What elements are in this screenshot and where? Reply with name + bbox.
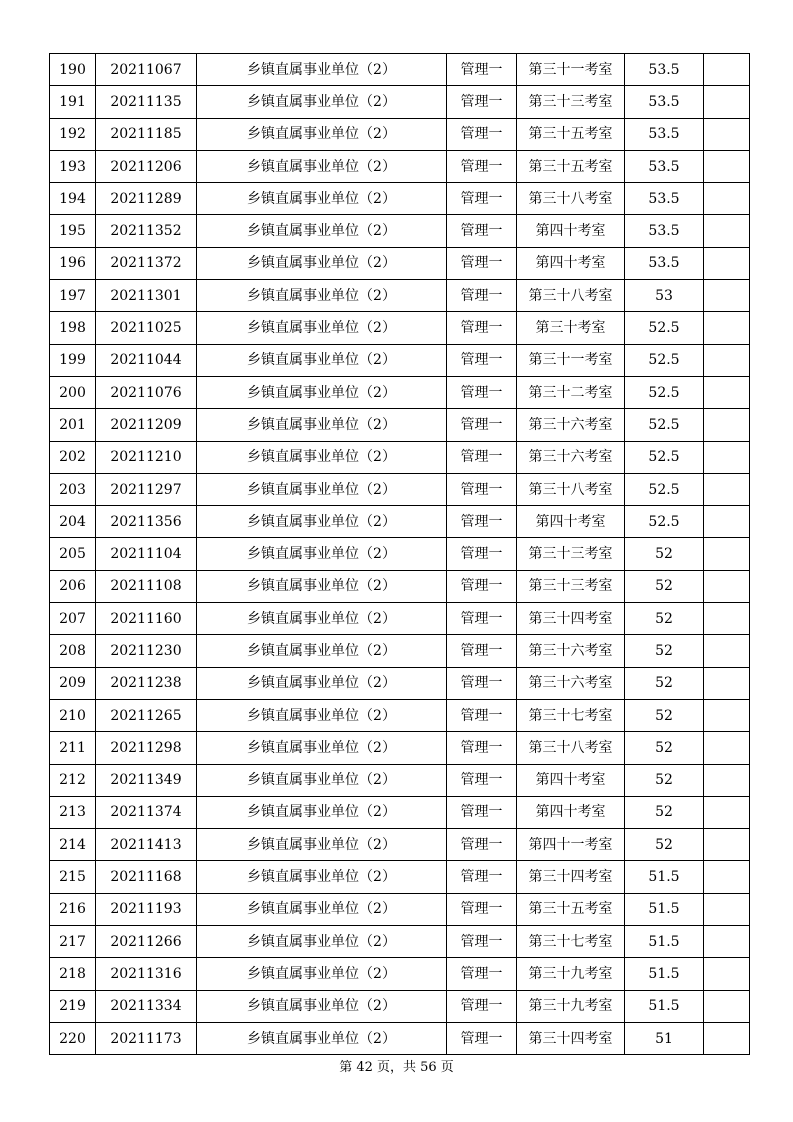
remark-cell: [704, 796, 750, 828]
table-row: [50, 635, 750, 667]
exam-id-cell: 20211301: [96, 280, 197, 312]
table-row: [50, 280, 750, 312]
table-row: [50, 441, 750, 473]
table-row: [50, 473, 750, 505]
serial-cell: 216: [50, 893, 96, 925]
exam-id-cell: 20211044: [96, 344, 197, 376]
score-cell: 53.5: [625, 86, 704, 118]
table-row: [50, 506, 750, 538]
table-row: [50, 732, 750, 764]
score-table: [49, 53, 750, 1055]
unit-cell: 乡镇直属事业单位（2）: [197, 86, 447, 118]
table-row: [50, 926, 750, 958]
score-cell: 53: [625, 280, 704, 312]
unit-cell: 乡镇直属事业单位（2）: [197, 990, 447, 1022]
remark-cell: [704, 538, 750, 570]
position-cell: 管理一: [447, 54, 517, 86]
table-row: [50, 376, 750, 408]
score-cell: 53.5: [625, 118, 704, 150]
unit-cell: 乡镇直属事业单位（2）: [197, 344, 447, 376]
unit-cell: 乡镇直属事业单位（2）: [197, 312, 447, 344]
unit-cell: 乡镇直属事业单位（2）: [197, 861, 447, 893]
remark-cell: [704, 376, 750, 408]
serial-cell: 209: [50, 667, 96, 699]
exam-room-cell: 第三十九考室: [517, 990, 625, 1022]
remark-cell: [704, 861, 750, 893]
exam-room-cell: 第三十五考室: [517, 118, 625, 150]
table-row: [50, 699, 750, 731]
table-row: [50, 990, 750, 1022]
remark-cell: [704, 1022, 750, 1054]
remark-cell: [704, 473, 750, 505]
unit-cell: 乡镇直属事业单位（2）: [197, 796, 447, 828]
serial-cell: 202: [50, 441, 96, 473]
exam-room-cell: 第三十二考室: [517, 376, 625, 408]
table-row: [50, 538, 750, 570]
serial-cell: 217: [50, 926, 96, 958]
score-cell: 52: [625, 538, 704, 570]
position-cell: 管理一: [447, 312, 517, 344]
position-cell: 管理一: [447, 150, 517, 182]
score-cell: 53.5: [625, 215, 704, 247]
position-cell: 管理一: [447, 473, 517, 505]
remark-cell: [704, 603, 750, 635]
score-cell: 52.5: [625, 409, 704, 441]
serial-cell: 211: [50, 732, 96, 764]
score-cell: 52.5: [625, 344, 704, 376]
serial-cell: 213: [50, 796, 96, 828]
serial-cell: 220: [50, 1022, 96, 1054]
position-cell: 管理一: [447, 667, 517, 699]
table-row: [50, 829, 750, 861]
exam-id-cell: 20211238: [96, 667, 197, 699]
exam-id-cell: 20211168: [96, 861, 197, 893]
unit-cell: 乡镇直属事业单位（2）: [197, 183, 447, 215]
score-cell: 53.5: [625, 54, 704, 86]
table-row: [50, 183, 750, 215]
serial-cell: 204: [50, 506, 96, 538]
score-cell: 52: [625, 732, 704, 764]
remark-cell: [704, 54, 750, 86]
unit-cell: 乡镇直属事业单位（2）: [197, 893, 447, 925]
unit-cell: 乡镇直属事业单位（2）: [197, 215, 447, 247]
table-row: [50, 603, 750, 635]
position-cell: 管理一: [447, 990, 517, 1022]
exam-id-cell: 20211193: [96, 893, 197, 925]
score-cell: 52: [625, 829, 704, 861]
exam-room-cell: 第三十六考室: [517, 635, 625, 667]
unit-cell: 乡镇直属事业单位（2）: [197, 280, 447, 312]
serial-cell: 196: [50, 247, 96, 279]
position-cell: 管理一: [447, 829, 517, 861]
unit-cell: 乡镇直属事业单位（2）: [197, 150, 447, 182]
serial-cell: 210: [50, 699, 96, 731]
exam-id-cell: 20211173: [96, 1022, 197, 1054]
remark-cell: [704, 667, 750, 699]
serial-cell: 205: [50, 538, 96, 570]
serial-cell: 190: [50, 54, 96, 86]
unit-cell: 乡镇直属事业单位（2）: [197, 538, 447, 570]
unit-cell: 乡镇直属事业单位（2）: [197, 926, 447, 958]
serial-cell: 201: [50, 409, 96, 441]
score-cell: 52.5: [625, 376, 704, 408]
exam-room-cell: 第三十考室: [517, 312, 625, 344]
serial-cell: 207: [50, 603, 96, 635]
table-row: [50, 215, 750, 247]
remark-cell: [704, 893, 750, 925]
unit-cell: 乡镇直属事业单位（2）: [197, 635, 447, 667]
exam-id-cell: 20211076: [96, 376, 197, 408]
position-cell: 管理一: [447, 926, 517, 958]
unit-cell: 乡镇直属事业单位（2）: [197, 118, 447, 150]
position-cell: 管理一: [447, 376, 517, 408]
remark-cell: [704, 958, 750, 990]
remark-cell: [704, 732, 750, 764]
unit-cell: 乡镇直属事业单位（2）: [197, 441, 447, 473]
exam-room-cell: 第三十四考室: [517, 603, 625, 635]
unit-cell: 乡镇直属事业单位（2）: [197, 603, 447, 635]
exam-room-cell: 第三十三考室: [517, 538, 625, 570]
remark-cell: [704, 183, 750, 215]
position-cell: 管理一: [447, 861, 517, 893]
unit-cell: 乡镇直属事业单位（2）: [197, 506, 447, 538]
table-row: [50, 570, 750, 602]
exam-room-cell: 第四十考室: [517, 506, 625, 538]
exam-room-cell: 第三十九考室: [517, 958, 625, 990]
exam-id-cell: 20211135: [96, 86, 197, 118]
remark-cell: [704, 344, 750, 376]
unit-cell: 乡镇直属事业单位（2）: [197, 1022, 447, 1054]
exam-id-cell: 20211067: [96, 54, 197, 86]
remark-cell: [704, 409, 750, 441]
table-row: [50, 1022, 750, 1054]
position-cell: 管理一: [447, 215, 517, 247]
serial-cell: 218: [50, 958, 96, 990]
position-cell: 管理一: [447, 635, 517, 667]
position-cell: 管理一: [447, 538, 517, 570]
table-row: [50, 409, 750, 441]
exam-id-cell: 20211230: [96, 635, 197, 667]
serial-cell: 200: [50, 376, 96, 408]
table-row: [50, 958, 750, 990]
score-cell: 53.5: [625, 150, 704, 182]
table-row: [50, 893, 750, 925]
score-cell: 53.5: [625, 183, 704, 215]
exam-id-cell: 20211372: [96, 247, 197, 279]
table-row: [50, 150, 750, 182]
serial-cell: 198: [50, 312, 96, 344]
score-cell: 53.5: [625, 247, 704, 279]
score-cell: 52.5: [625, 473, 704, 505]
exam-room-cell: 第三十四考室: [517, 1022, 625, 1054]
exam-id-cell: 20211298: [96, 732, 197, 764]
unit-cell: 乡镇直属事业单位（2）: [197, 732, 447, 764]
table-row: [50, 247, 750, 279]
exam-id-cell: 20211265: [96, 699, 197, 731]
remark-cell: [704, 215, 750, 247]
remark-cell: [704, 506, 750, 538]
serial-cell: 195: [50, 215, 96, 247]
score-cell: 51.5: [625, 893, 704, 925]
exam-id-cell: 20211209: [96, 409, 197, 441]
serial-cell: 215: [50, 861, 96, 893]
serial-cell: 219: [50, 990, 96, 1022]
score-cell: 52: [625, 764, 704, 796]
position-cell: 管理一: [447, 280, 517, 312]
remark-cell: [704, 86, 750, 118]
exam-room-cell: 第三十六考室: [517, 409, 625, 441]
exam-room-cell: 第三十六考室: [517, 667, 625, 699]
remark-cell: [704, 312, 750, 344]
exam-id-cell: 20211334: [96, 990, 197, 1022]
remark-cell: [704, 699, 750, 731]
table-row: [50, 86, 750, 118]
score-cell: 52: [625, 570, 704, 602]
table-row: [50, 764, 750, 796]
score-cell: 51.5: [625, 990, 704, 1022]
position-cell: 管理一: [447, 603, 517, 635]
score-cell: 51.5: [625, 926, 704, 958]
table-row: [50, 54, 750, 86]
table-row: [50, 667, 750, 699]
unit-cell: 乡镇直属事业单位（2）: [197, 473, 447, 505]
position-cell: 管理一: [447, 344, 517, 376]
serial-cell: 192: [50, 118, 96, 150]
table-row: [50, 312, 750, 344]
remark-cell: [704, 441, 750, 473]
exam-room-cell: 第四十考室: [517, 215, 625, 247]
serial-cell: 191: [50, 86, 96, 118]
exam-id-cell: 20211316: [96, 958, 197, 990]
score-cell: 52: [625, 699, 704, 731]
table-row: [50, 861, 750, 893]
exam-id-cell: 20211104: [96, 538, 197, 570]
serial-cell: 203: [50, 473, 96, 505]
exam-id-cell: 20211297: [96, 473, 197, 505]
remark-cell: [704, 570, 750, 602]
exam-room-cell: 第四十考室: [517, 764, 625, 796]
exam-room-cell: 第四十考室: [517, 796, 625, 828]
score-cell: 51: [625, 1022, 704, 1054]
exam-id-cell: 20211160: [96, 603, 197, 635]
serial-cell: 214: [50, 829, 96, 861]
score-cell: 51.5: [625, 958, 704, 990]
exam-room-cell: 第三十八考室: [517, 732, 625, 764]
score-cell: 52.5: [625, 506, 704, 538]
serial-cell: 197: [50, 280, 96, 312]
table-row: [50, 344, 750, 376]
unit-cell: 乡镇直属事业单位（2）: [197, 958, 447, 990]
exam-id-cell: 20211266: [96, 926, 197, 958]
table-body: [50, 54, 750, 1055]
unit-cell: 乡镇直属事业单位（2）: [197, 409, 447, 441]
remark-cell: [704, 280, 750, 312]
serial-cell: 206: [50, 570, 96, 602]
score-cell: 52: [625, 796, 704, 828]
exam-id-cell: 20211352: [96, 215, 197, 247]
table-row: [50, 118, 750, 150]
remark-cell: [704, 926, 750, 958]
score-cell: 52.5: [625, 312, 704, 344]
serial-cell: 208: [50, 635, 96, 667]
serial-cell: 212: [50, 764, 96, 796]
remark-cell: [704, 829, 750, 861]
exam-id-cell: 20211356: [96, 506, 197, 538]
remark-cell: [704, 635, 750, 667]
exam-room-cell: 第四十考室: [517, 247, 625, 279]
remark-cell: [704, 150, 750, 182]
position-cell: 管理一: [447, 958, 517, 990]
score-cell: 52: [625, 603, 704, 635]
exam-room-cell: 第三十一考室: [517, 344, 625, 376]
exam-id-cell: 20211374: [96, 796, 197, 828]
unit-cell: 乡镇直属事业单位（2）: [197, 667, 447, 699]
exam-id-cell: 20211289: [96, 183, 197, 215]
exam-room-cell: 第三十八考室: [517, 183, 625, 215]
position-cell: 管理一: [447, 183, 517, 215]
unit-cell: 乡镇直属事业单位（2）: [197, 699, 447, 731]
remark-cell: [704, 118, 750, 150]
position-cell: 管理一: [447, 506, 517, 538]
exam-id-cell: 20211108: [96, 570, 197, 602]
exam-id-cell: 20211185: [96, 118, 197, 150]
exam-id-cell: 20211206: [96, 150, 197, 182]
exam-room-cell: 第四十一考室: [517, 829, 625, 861]
position-cell: 管理一: [447, 796, 517, 828]
exam-room-cell: 第三十一考室: [517, 54, 625, 86]
remark-cell: [704, 764, 750, 796]
exam-room-cell: 第三十八考室: [517, 473, 625, 505]
exam-room-cell: 第三十三考室: [517, 86, 625, 118]
exam-room-cell: 第三十八考室: [517, 280, 625, 312]
unit-cell: 乡镇直属事业单位（2）: [197, 829, 447, 861]
unit-cell: 乡镇直属事业单位（2）: [197, 570, 447, 602]
serial-cell: 199: [50, 344, 96, 376]
position-cell: 管理一: [447, 893, 517, 925]
position-cell: 管理一: [447, 764, 517, 796]
position-cell: 管理一: [447, 732, 517, 764]
exam-room-cell: 第三十五考室: [517, 893, 625, 925]
serial-cell: 193: [50, 150, 96, 182]
position-cell: 管理一: [447, 441, 517, 473]
exam-id-cell: 20211413: [96, 829, 197, 861]
exam-room-cell: 第三十七考室: [517, 699, 625, 731]
exam-room-cell: 第三十三考室: [517, 570, 625, 602]
serial-cell: 194: [50, 183, 96, 215]
position-cell: 管理一: [447, 247, 517, 279]
position-cell: 管理一: [447, 409, 517, 441]
score-cell: 52: [625, 667, 704, 699]
page-footer: 第 42 页，共 56 页: [339, 1060, 454, 1075]
position-cell: 管理一: [447, 1022, 517, 1054]
exam-id-cell: 20211210: [96, 441, 197, 473]
score-cell: 52: [625, 635, 704, 667]
remark-cell: [704, 247, 750, 279]
exam-room-cell: 第三十四考室: [517, 861, 625, 893]
exam-id-cell: 20211025: [96, 312, 197, 344]
score-cell: 52.5: [625, 441, 704, 473]
exam-id-cell: 20211349: [96, 764, 197, 796]
exam-room-cell: 第三十七考室: [517, 926, 625, 958]
table-row: [50, 796, 750, 828]
exam-room-cell: 第三十六考室: [517, 441, 625, 473]
unit-cell: 乡镇直属事业单位（2）: [197, 54, 447, 86]
unit-cell: 乡镇直属事业单位（2）: [197, 376, 447, 408]
remark-cell: [704, 990, 750, 1022]
position-cell: 管理一: [447, 570, 517, 602]
unit-cell: 乡镇直属事业单位（2）: [197, 247, 447, 279]
position-cell: 管理一: [447, 699, 517, 731]
position-cell: 管理一: [447, 118, 517, 150]
unit-cell: 乡镇直属事业单位（2）: [197, 764, 447, 796]
position-cell: 管理一: [447, 86, 517, 118]
exam-room-cell: 第三十五考室: [517, 150, 625, 182]
score-cell: 51.5: [625, 861, 704, 893]
